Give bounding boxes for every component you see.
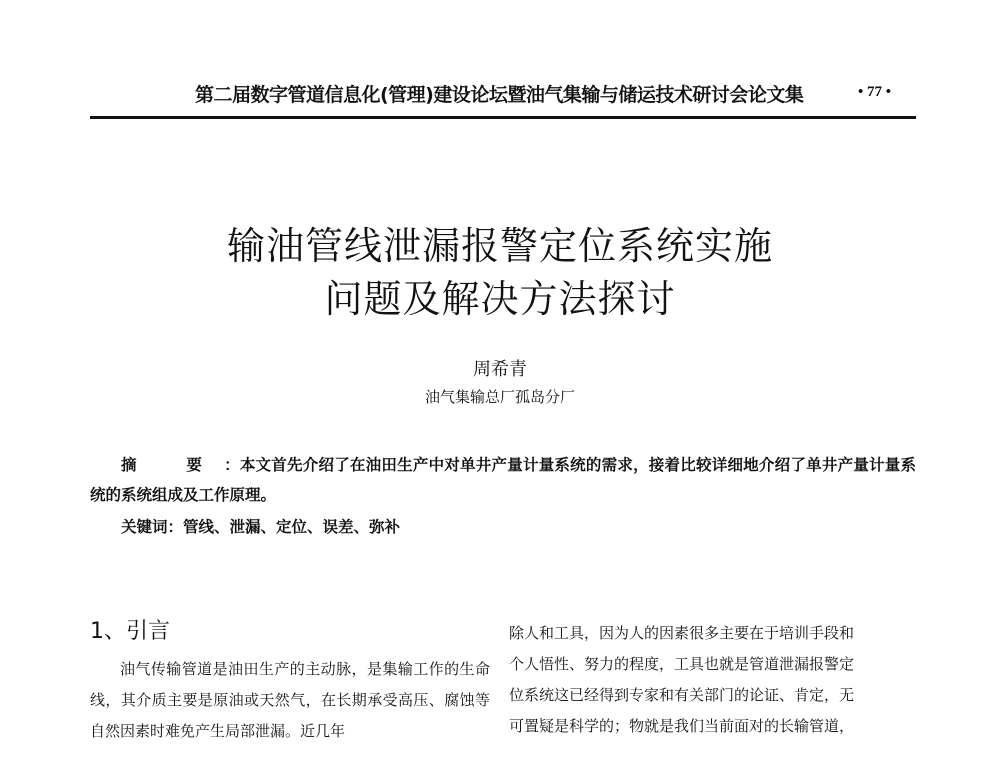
right-column-line: 个人悟性、努力的程度，工具也就是管道泄漏报警定 bbox=[509, 655, 855, 673]
keywords-label: 关键词： bbox=[121, 517, 184, 536]
keywords bbox=[121, 512, 911, 542]
page-number: • 77 • bbox=[858, 84, 892, 100]
right-column bbox=[509, 618, 913, 742]
author-affiliation: 油气集输总厂孤岛分厂 bbox=[424, 388, 575, 406]
abstract-label: 摘 要 bbox=[121, 455, 225, 474]
running-header-title: 第二届数字管道信息化(管理)建设论坛暨油气集输与储运技术研讨会论文集 bbox=[195, 84, 804, 106]
abstract-text: ：本文首先介绍了在油田生产中对单井产量计量系统的需求，接着比较详细地介绍了单井产量计量系统的系统组成及工作原理。 bbox=[90, 455, 916, 504]
header-rule bbox=[90, 116, 916, 119]
right-column-line: 位系统这已经得到专家和有关部门的论证、肯定，无 bbox=[509, 686, 855, 704]
keywords-text: 管线、泄漏、定位、误差、弥补 bbox=[183, 517, 401, 536]
abstract bbox=[90, 450, 916, 510]
right-column-line: 可置疑是科学的；物就是我们当前面对的长输管道， bbox=[509, 717, 855, 735]
left-column bbox=[90, 612, 490, 747]
paper-title-line-2: 问题及解决方法探讨 bbox=[324, 277, 676, 321]
author-name: 周希青 bbox=[473, 359, 527, 380]
paper-title-line-1: 输油管线泄漏报警定位系统实施 bbox=[226, 224, 773, 268]
introduction-paragraph: 油气传输管道是油田生产的主动脉，是集输工作的生命线，其介质主要是原油或天然气，在长期承受高压、腐蚀等自然因素时难免产生局部泄漏。近几年 bbox=[90, 660, 490, 740]
right-column-line: 除人和工具，因为人的因素很多主要在于培训手段和 bbox=[509, 624, 855, 642]
section-heading-introduction: 1、引言 bbox=[90, 619, 170, 644]
